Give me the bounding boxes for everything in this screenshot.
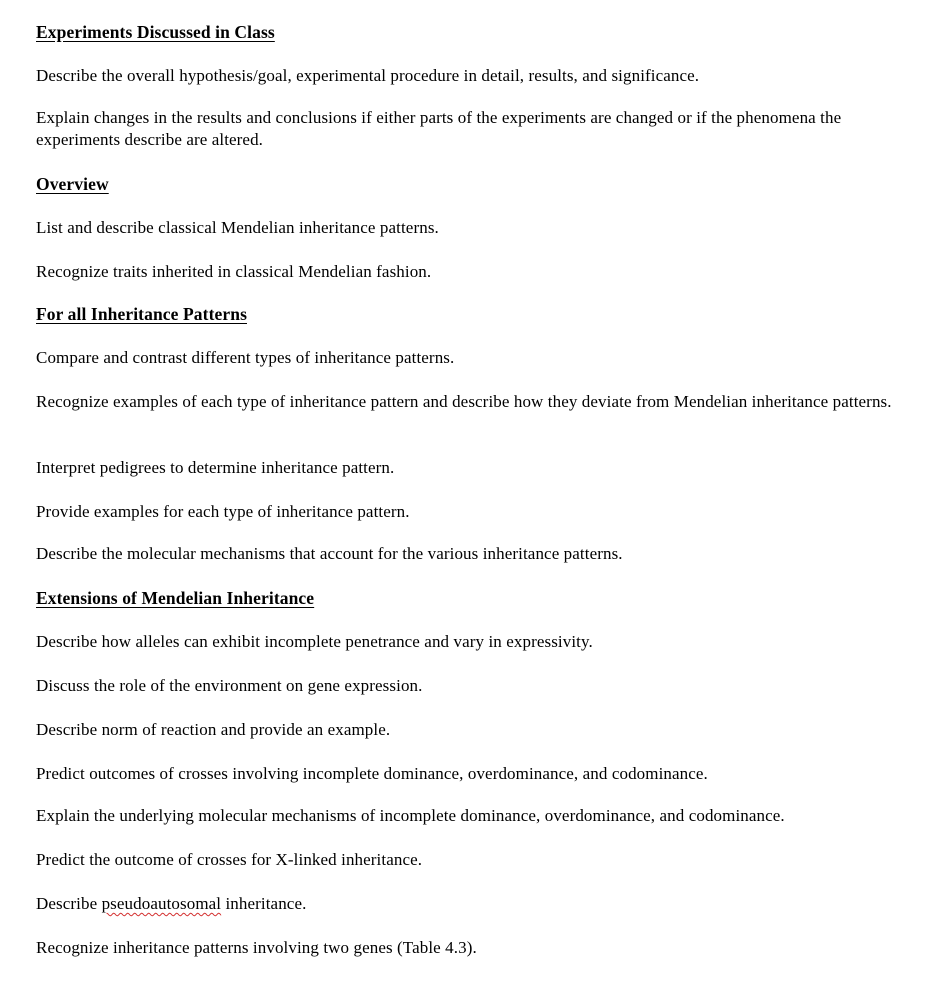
objective-item: Predict the outcome of crosses for X-linked inheritance. [36, 850, 423, 869]
objective-item: Recognize inheritance patterns involving two genes (Table 4.3). [36, 938, 477, 957]
section-heading-all-inheritance-patterns: For all Inheritance Patterns [36, 304, 247, 324]
objective-item: Explain changes in the results and conclusions if either parts of the experiments are changed or if the phenomena the experiments describe are altered. [36, 108, 842, 149]
objective-item: Describe norm of reaction and provide an example. [36, 720, 391, 739]
section-heading-overview: Overview [36, 174, 109, 194]
objective-suffix: inheritance. [221, 894, 307, 913]
objective-item: Discuss the role of the environment on gene expression. [36, 676, 423, 695]
objective-item: Describe how alleles can exhibit incomplete penetrance and vary in expressivity. [36, 632, 593, 651]
objective-item: Recognize traits inherited in classical Mendelian fashion. [36, 262, 432, 281]
objective-item: Predict outcomes of crosses involving incomplete dominance, overdominance, and codominance. [36, 764, 708, 783]
section-heading-experiments: Experiments Discussed in Class [36, 22, 275, 42]
objective-item-pseudoautosomal [36, 893, 926, 915]
objective-item: List and describe classical Mendelian inheritance patterns. [36, 218, 439, 237]
section-heading-extensions: Extensions of Mendelian Inheritance [36, 588, 315, 608]
objective-item: Provide examples for each type of inheritance pattern. [36, 502, 410, 521]
objective-prefix: Describe [36, 894, 102, 913]
objective-item: Recognize examples of each type of inheritance pattern and describe how they deviate from Mendelian inheritance patterns. [36, 392, 892, 411]
objective-item: Interpret pedigrees to determine inheritance pattern. [36, 458, 395, 477]
spellcheck-misspelled-word[interactable]: pseudoautosomal [101, 894, 222, 913]
objective-item: Describe the molecular mechanisms that account for the various inheritance patterns. [36, 544, 623, 563]
objective-item: Explain the underlying molecular mechanisms of incomplete dominance, overdominance, and codominance. [36, 806, 785, 825]
objective-item: Describe the overall hypothesis/goal, experimental procedure in detail, results, and significance. [36, 66, 700, 85]
objective-item: Compare and contrast different types of inheritance patterns. [36, 348, 455, 367]
